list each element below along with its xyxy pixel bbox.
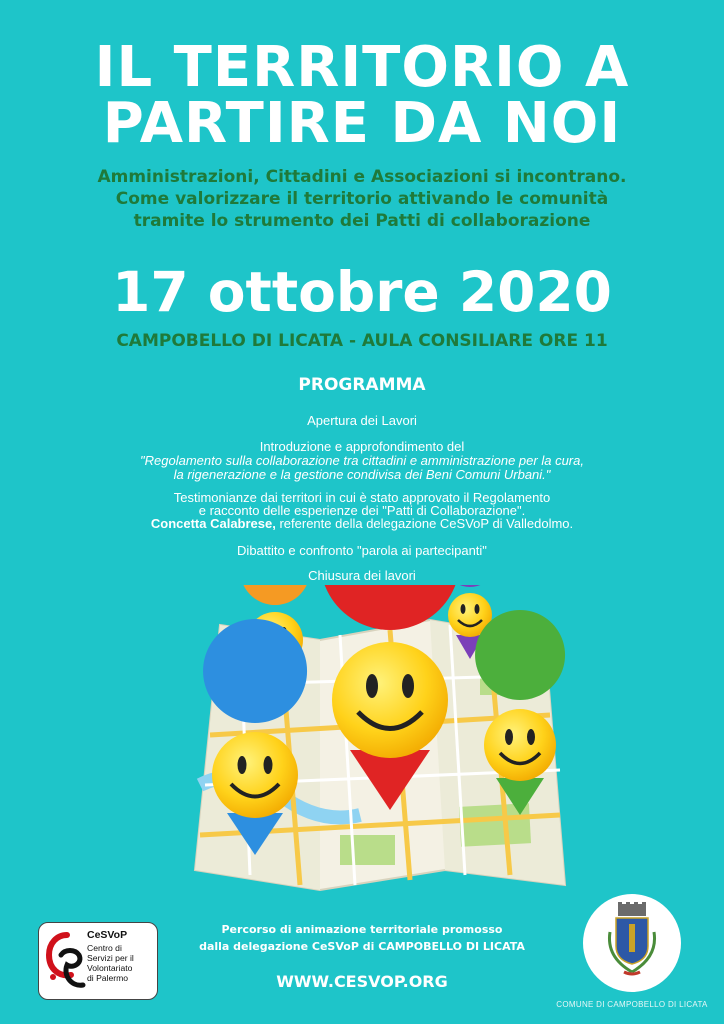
- website-link[interactable]: WWW.CESVOP.ORG: [276, 972, 448, 991]
- program-item-opening: Apertura dei Lavori: [307, 413, 417, 428]
- program-item-intro-quote-2: la rigenerazione e la gestione condivisa dei Beni Comuni Urbani.": [173, 467, 551, 482]
- coat-of-arms-icon: [602, 902, 662, 984]
- cesvop-logo: [38, 922, 158, 1000]
- cesvop-tagline-2: Servizi per il: [87, 953, 134, 963]
- program-item-debate: Dibattito e confronto "parola ai partecipanti": [237, 543, 487, 558]
- comune-label: COMUNE DI CAMPOBELLO DI LICATA: [556, 1000, 708, 1009]
- program-heading: PROGRAMMA: [298, 375, 426, 395]
- speaker-name: Concetta Calabrese,: [150, 516, 276, 531]
- title-line-1: IL TERRITORIO A: [94, 35, 630, 100]
- program-item-speaker-line: [0, 516, 724, 532]
- program-item-intro-quote-1: "Regolamento sulla collaborazione tra cittadini e amministrazione per la cura,: [140, 453, 584, 468]
- footer-line-2: dalla delegazione CeSVoP di CAMPOBELLO DI LICATA: [199, 940, 525, 953]
- subtitle-line-1: Amministrazioni, Cittadini e Associazioni si incontrano.: [97, 167, 627, 187]
- subtitle-line-2: Come valorizzare il territorio attivando le comunità: [115, 189, 609, 209]
- cesvop-tagline-1: Centro di: [87, 943, 122, 953]
- speaker-role: referente della delegazione CeSVoP di Valledolmo.: [275, 516, 574, 531]
- cesvop-tagline-4: di Palermo: [87, 973, 129, 983]
- cesvop-tagline: [87, 943, 157, 983]
- cesvop-mark-icon: [43, 929, 89, 993]
- comune-logo: [583, 894, 681, 992]
- title-line-2: PARTIRE DA NOI: [102, 91, 622, 156]
- program-item-intro: Introduzione e approfondimento del: [259, 439, 465, 454]
- cesvop-tagline-3: Volontariato: [87, 963, 133, 973]
- cesvop-name: CeSVoP: [87, 929, 128, 941]
- event-date: 17 ottobre 2020: [112, 260, 612, 324]
- footer-line-1: Percorso di animazione territoriale promosso: [221, 923, 503, 936]
- subtitle-line-3: tramite lo strumento dei Patti di collaborazione: [133, 211, 591, 231]
- program-item-closing: Chiusura dei lavori: [308, 568, 416, 583]
- program-item-testimonies-2: e racconto delle esperienze dei "Patti di Collaborazione".: [198, 503, 526, 518]
- event-venue: CAMPOBELLO DI LICATA - AULA CONSILIARE ORE 11: [116, 331, 608, 351]
- program-item-testimonies-1: Testimonianze dai territori in cui è stato approvato il Regolamento: [173, 490, 551, 505]
- map-illustration: [180, 585, 580, 905]
